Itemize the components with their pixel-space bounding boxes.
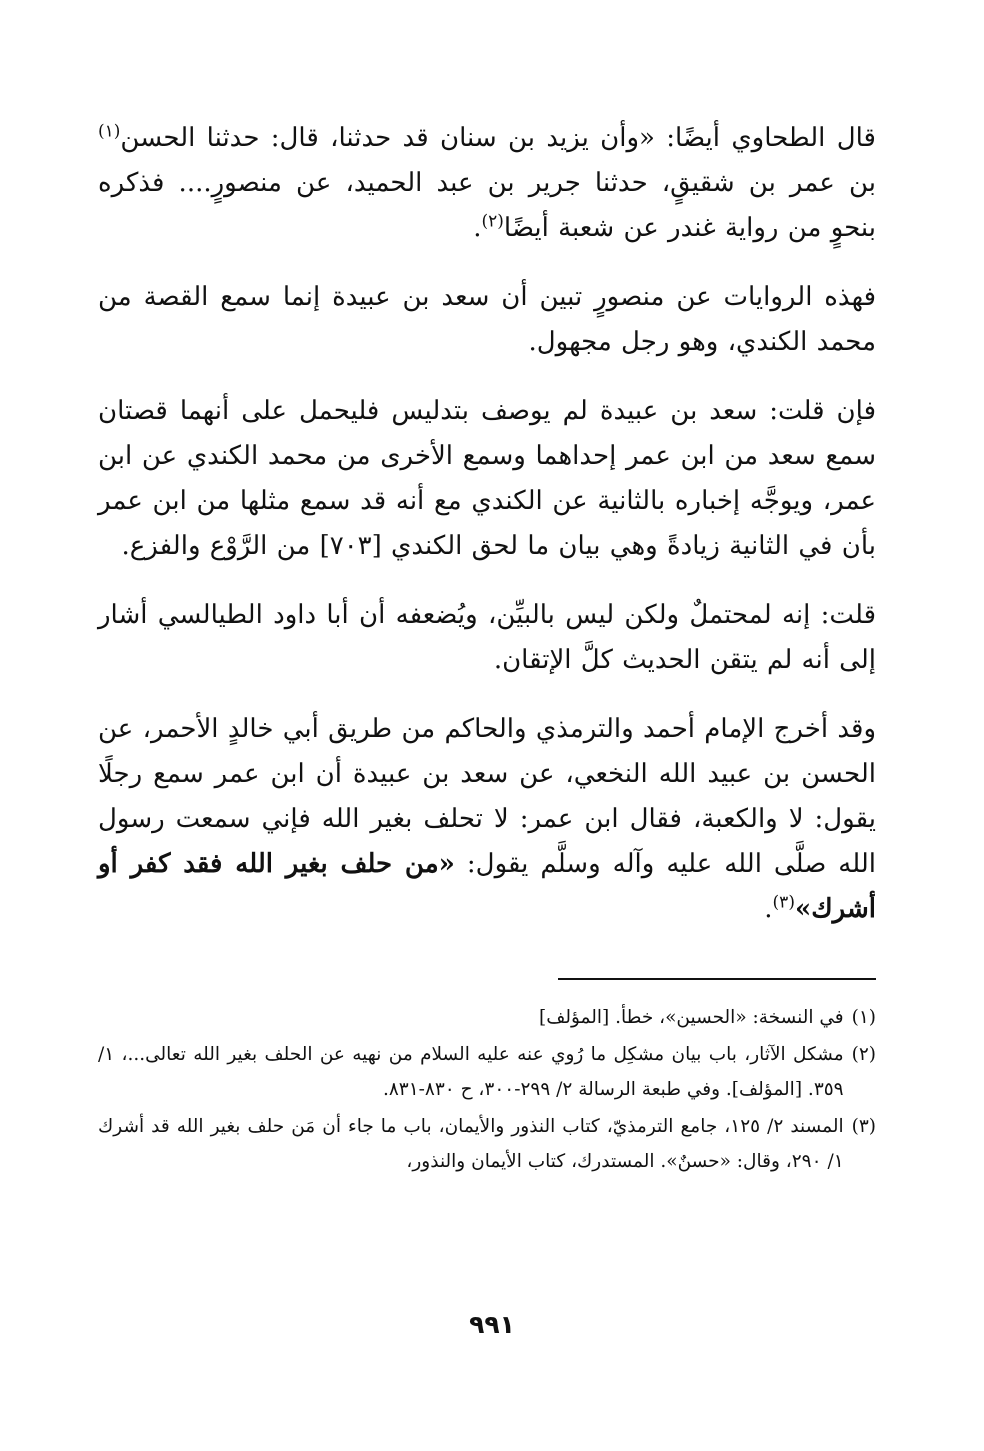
footnote-divider	[558, 978, 876, 980]
paragraph-2	[98, 275, 876, 365]
paragraph-1-end: .	[473, 213, 482, 243]
paragraph-5-end: .	[764, 894, 773, 924]
paragraph-5	[98, 707, 876, 932]
footnote-2	[98, 1037, 876, 1107]
paragraph-1-text: قال الطحاوي أيضًا: «وأن يزيد بن سنان قد حدثنا، قال: حدثنا الحسن	[120, 123, 876, 153]
footnote-text-2: مشكل الآثار، باب بيان مشكِل ما رُوي عنه عليه السلام من نهيه عن الحلف بغير الله تعالى...، ١/ ٣٥٩. [المؤلف]. وفي طبعة الرسالة ٢/ ٢٩٩-٣٠٠، ح ٨٣٠-٨٣١.	[98, 1044, 844, 1100]
page-body	[98, 116, 876, 1451]
footnote-ref-3[interactable]: (٣)	[772, 892, 795, 913]
footnote-ref-1[interactable]: (١)	[98, 121, 121, 142]
footnotes-section	[98, 1000, 876, 1179]
hadith-quote: «من حلف بغير الله فقد كفر أو أشرك»	[98, 849, 876, 924]
paragraph-5-text: وقد أخرج الإمام أحمد والترمذي والحاكم من طريق أبي خالدٍ الأحمر، عن الحسن بن عبيد الله النخعي، عن سعد بن عبيدة أن ابن عمر سمع رجلًا يقول: لا والكعبة، فقال ابن عمر: لا تحلف بغير الله فإني سمعت رسول الله صلَّى الله عليه وآله وسلَّم يقول:	[98, 714, 876, 879]
footnote-text-1: في النسخة: «الحسين»، خطأ. [المؤلف]	[539, 1007, 844, 1028]
paragraph-2-text: فهذه الروايات عن منصورٍ تبين أن سعد بن عبيدة إنما سمع القصة من محمد الكندي، وهو رجل مجهول.	[98, 282, 876, 357]
footnote-marker-2: (٢)	[851, 1044, 876, 1065]
paragraph-1-continuation: بن عمر بن شقيقٍ، حدثنا جرير بن عبد الحميد، عن منصورٍ.... فذكره بنحوٍ من رواية غندر عن شعبة أيضًا	[98, 168, 876, 243]
footnote-text-3: المسند ٢/ ١٢٥، جامع الترمذيّ، كتاب النذور والأيمان، باب ما جاء أن مَن حلف بغير الله قد أشرك ١/ ٢٩٠، وقال: «حسنٌ». المستدرك، كتاب الأيمان والنذور،	[98, 1116, 844, 1172]
paragraph-1	[98, 116, 876, 251]
footnote-marker-3: (٣)	[851, 1116, 876, 1137]
footnote-3	[98, 1109, 876, 1179]
footnote-marker-1: (١)	[851, 1007, 876, 1028]
footnote-ref-2[interactable]: (٢)	[481, 211, 504, 232]
paragraph-3	[98, 389, 876, 569]
paragraph-4	[98, 593, 876, 683]
paragraph-3-text: فإن قلت: سعد بن عبيدة لم يوصف بتدليس فليحمل على أنهما قصتان سمع سعد من ابن عمر إحداهما وسمع الأخرى من محمد الكندي عن ابن عمر، ويوجَّه إخباره بالثانية عن الكندي مع أنه قد سمع مثلها من ابن عمر بأن في الثانية زيادةً وهي بيان ما لحق الكندي [٧٠٣] من الرَّوْع والفزع.	[98, 396, 876, 561]
page-number: ٩٩١	[469, 1310, 515, 1339]
paragraph-4-text: قلت: إنه لمحتملٌ ولكن ليس بالبيِّن، ويُضعفه أن أبا داود الطيالسي أشار إلى أنه لم يتقن الحديث كلَّ الإتقان.	[98, 600, 876, 675]
footnote-1	[98, 1000, 876, 1035]
